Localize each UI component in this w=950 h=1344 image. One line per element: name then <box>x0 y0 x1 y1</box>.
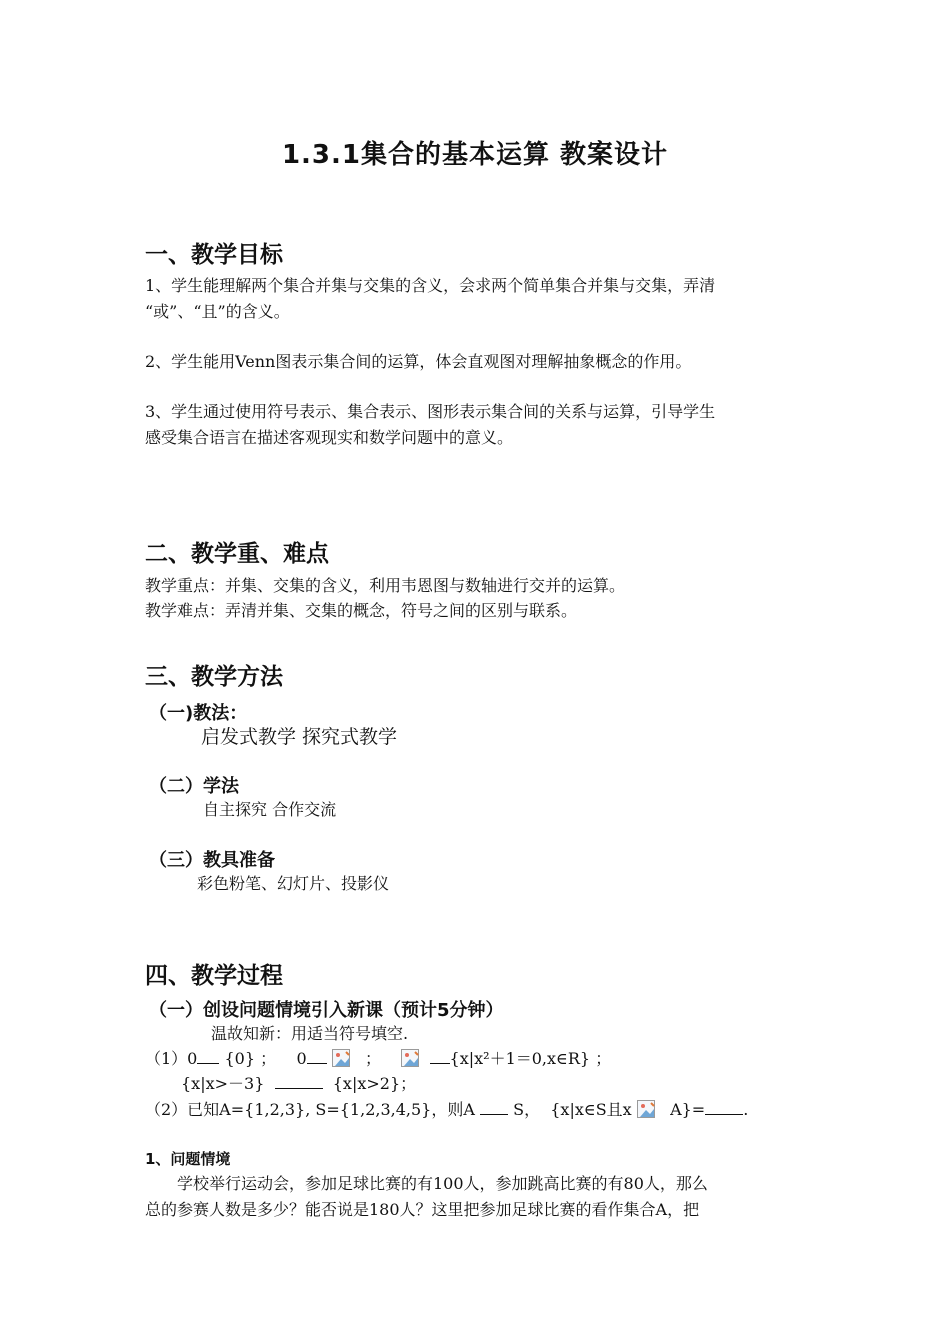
situation-heading: 1、问题情境 <box>145 1150 231 1168</box>
q1-part-d: ； <box>365 1049 382 1068</box>
goal-1-line-2: “或”、“且”的含义。 <box>145 302 290 321</box>
goal-1-line-1: 1、学生能理解两个集合并集与交集的含义，会求两个简单集合并集与交集，弄清 <box>145 276 716 295</box>
situation-line-2: 总的参赛人数是多少？能否说是180人？这里把参加足球比赛的看作集合A，把 <box>145 1200 700 1219</box>
situation-line-1: 学校举行运动会，参加足球比赛的有100人，参加跳高比赛的有80人，那么 <box>177 1174 708 1193</box>
answer-blank[interactable] <box>430 1047 450 1064</box>
missing-symbol-image-icon <box>332 1049 350 1067</box>
answer-blank[interactable] <box>705 1098 743 1115</box>
answer-blank[interactable] <box>480 1098 508 1115</box>
section-heading-methods: 三、教学方法 <box>145 664 283 690</box>
q2-part-b: S， <box>513 1100 541 1119</box>
question-1-line-1 <box>145 1046 611 1072</box>
q1-part-e: {x|x²＋1＝0,x∈R} ； <box>449 1049 612 1068</box>
review-instruction: 温故知新：用适当符号填空. <box>211 1024 409 1043</box>
q2-part-d: A}= <box>670 1100 706 1119</box>
difficult-point: 教学难点：弄清并集、交集的概念，符号之间的区别与联系。 <box>145 601 578 620</box>
q2-part-e: . <box>743 1100 749 1119</box>
answer-blank[interactable] <box>307 1047 327 1064</box>
key-point: 教学重点：并集、交集的含义，利用韦恩图与数轴进行交并的运算。 <box>145 576 626 595</box>
question-1-line-2 <box>181 1071 416 1097</box>
missing-symbol-image-icon <box>637 1100 655 1118</box>
section-heading-key-points: 二、教学重、难点 <box>145 541 329 567</box>
q2-part-c: {x|x∈S且x <box>550 1100 632 1119</box>
goal-3-line-1: 3、学生通过使用符号表示、集合表示、图形表示集合间的关系与运算，引导学生 <box>145 402 716 421</box>
section-heading-process: 四、教学过程 <box>145 963 283 989</box>
q1-part-c: 0 <box>296 1049 307 1068</box>
q1-part-g: {x|x>2}； <box>332 1074 417 1093</box>
goal-2: 2、学生能用Venn图表示集合间的运算，体会直观图对理解抽象概念的作用。 <box>145 352 692 371</box>
q1-part-a: （1）0 <box>145 1049 198 1068</box>
q1-part-b: {0} ； <box>224 1049 277 1068</box>
q1-part-f: {x|x>－3} <box>181 1074 265 1093</box>
section-heading-goals: 一、教学目标 <box>145 242 283 268</box>
answer-blank[interactable] <box>197 1047 219 1064</box>
answer-blank[interactable] <box>275 1072 323 1089</box>
teaching-tools-body: 彩色粉笔、幻灯片、投影仪 <box>197 874 390 893</box>
learning-method-body: 自主探究 合作交流 <box>203 800 337 819</box>
teaching-method-heading: （一)教法： <box>149 703 248 724</box>
process-subheading-1: （一）创设问题情境引入新课（预计5分钟） <box>149 1000 504 1021</box>
question-2 <box>145 1097 748 1123</box>
goal-3-line-2: 感受集合语言在描述客观现实和数学问题中的意义。 <box>145 428 514 447</box>
learning-method-heading: （二）学法 <box>149 776 239 797</box>
teaching-tools-heading: （三）教具准备 <box>149 850 275 871</box>
q2-part-a: （2）已知A={1,2,3}, S={1,2,3,4,5}，则A <box>145 1100 475 1119</box>
document-title: 1.3.1集合的基本运算 教案设计 <box>281 140 669 170</box>
teaching-method-body: 启发式教学 探究式教学 <box>201 726 398 748</box>
missing-symbol-image-icon <box>401 1049 419 1067</box>
